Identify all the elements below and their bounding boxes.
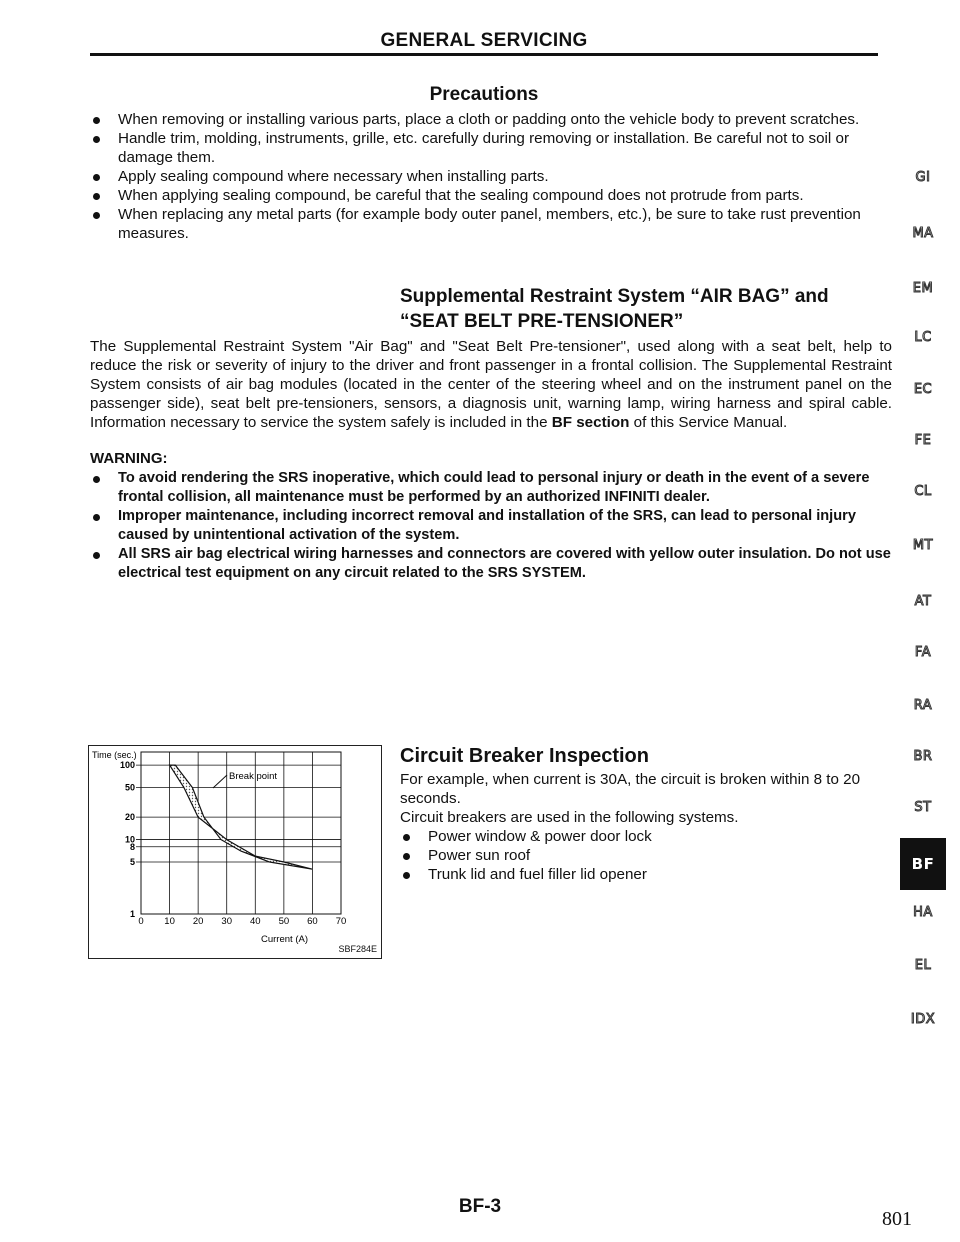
y-tick-label: 100 <box>119 760 135 771</box>
list-item: Power window & power door lock <box>400 827 892 846</box>
x-tick-label: 10 <box>164 916 175 927</box>
section-header: GENERAL SERVICING <box>380 30 588 51</box>
page-number: BF-3 <box>458 1196 502 1217</box>
y-axis-label: Time (sec.) <box>92 750 137 760</box>
tab-ma[interactable]: MA <box>912 226 934 241</box>
list-item: Improper maintenance, including incorrect removal and installation of the SRS, can lead to personal injury caused by unintentional activation of the system. <box>90 507 892 545</box>
circuit-breaker-title: Circuit Breaker Inspection <box>400 745 649 767</box>
tab-idx[interactable]: IDX <box>910 1012 936 1027</box>
y-tick-label: 20 <box>124 812 135 823</box>
bullet-icon <box>93 193 100 200</box>
tab-lc[interactable]: LC <box>914 330 932 345</box>
warning-label: WARNING: <box>90 450 168 467</box>
x-tick-label: 70 <box>335 916 347 927</box>
bullet-icon <box>403 872 410 879</box>
list-item: To avoid rendering the SRS inoperative, which could lead to personal injury or death in the event of a severe frontal collision, all maintenance must be performed by an authorized INFINITI dealer. <box>90 469 892 507</box>
x-tick-label: 30 <box>221 916 233 927</box>
warning-list <box>90 469 892 583</box>
y-tick-label: 1 <box>129 909 135 919</box>
list-item: Handle trim, molding, instruments, grille, etc. carefully during removing or installation. Be careful not to soil or damage them. <box>90 129 890 167</box>
y-tick-label: 10 <box>124 834 135 845</box>
tab-em[interactable]: EM <box>912 281 934 296</box>
bullet-icon <box>93 514 100 521</box>
tab-el[interactable]: EL <box>914 958 932 973</box>
y-tick-label: 8 <box>129 841 135 852</box>
chart-svg <box>89 746 380 957</box>
tab-cl[interactable]: CL <box>914 484 932 499</box>
tab-bf-active[interactable]: BF <box>900 838 946 890</box>
bullet-icon <box>93 212 100 219</box>
srs-title: Supplemental Restraint System “AIR BAG” and “SEAT BELT PRE-TENSIONER” <box>400 286 829 332</box>
list-item: When applying sealing compound, be careful that the sealing compound does not protrude from parts. <box>90 186 890 205</box>
bullet-icon <box>93 174 100 181</box>
x-tick-label: 50 <box>278 916 290 927</box>
tab-mt[interactable]: MT <box>912 538 934 553</box>
tab-fe[interactable]: FE <box>914 433 932 448</box>
list-item: When replacing any metal parts (for example body outer panel, members, etc.), be sure to take rust prevention measures. <box>90 205 890 243</box>
tab-ha[interactable]: HA <box>913 905 933 920</box>
header-rule <box>90 53 878 56</box>
figure-code: SBF284E <box>338 944 377 954</box>
annotation-leader <box>213 775 227 788</box>
x-tick-label: 60 <box>307 916 318 927</box>
precautions-title: Precautions <box>429 84 539 105</box>
list-item: When removing or installing various parts, place a cloth or padding onto the vehicle body to prevent scratches. <box>90 110 890 129</box>
folio-number: 801 <box>882 1208 912 1230</box>
list-item: Trunk lid and fuel filler lid opener <box>400 865 892 884</box>
circuit-breaker-chart <box>88 745 382 959</box>
bullet-icon <box>403 834 410 841</box>
x-tick-label: 0 <box>138 916 144 927</box>
y-tick-label: 50 <box>124 782 135 793</box>
tab-st[interactable]: ST <box>914 800 932 815</box>
precautions-section <box>90 110 890 243</box>
list-item: All SRS air bag electrical wiring harnesses and connectors are covered with yellow outer insulation. Do not use electrical test equipment on any circuit related to the SRS SYSTEM. <box>90 545 892 583</box>
bullet-icon <box>93 136 100 143</box>
srs-paragraph: The Supplemental Restraint System "Air Bag" and "Seat Belt Pre-tensioner", used along with a seat belt, help to reduce the risk or severity of injury to the driver and front passenger in a frontal collision. The Supplemental Restraint System consists of air bag modules (located in the center of the steering wheel and on the instrument panel on the passenger side), seat belt pre-tensioners, sensors, a diagnosis unit, warning lamp, wiring harness and spiral cable. Information necessary to service the system safely is included in the BF section of this Service Manual. <box>90 338 892 431</box>
tab-at[interactable]: AT <box>914 594 932 609</box>
bullet-icon <box>93 117 100 124</box>
x-tick-label: 40 <box>249 916 261 927</box>
x-axis-label: Current (A) <box>261 934 308 945</box>
list-item: Power sun roof <box>400 846 892 865</box>
tab-ra[interactable]: RA <box>913 698 933 713</box>
bullet-icon <box>93 476 100 483</box>
bullet-icon <box>403 853 410 860</box>
section-index-tabs <box>898 0 948 1242</box>
y-tick-label: 5 <box>129 856 135 867</box>
tab-ec[interactable]: EC <box>913 382 933 397</box>
break-point-annotation: Break point <box>229 771 278 782</box>
x-tick-label: 20 <box>192 916 204 927</box>
tab-br[interactable]: BR <box>913 749 933 764</box>
tab-fa[interactable]: FA <box>914 645 932 660</box>
list-item: Apply sealing compound where necessary when installing parts. <box>90 167 890 186</box>
tab-gi[interactable]: GI <box>915 170 931 185</box>
bullet-icon <box>93 552 100 559</box>
circuit-breaker-body: For example, when current is 30A, the circuit is broken within 8 to 20 seconds. Circuit breakers are used in the following systems. Power window & power door lock Power sun roof Trunk lid and fuel filler lid opener <box>400 770 892 884</box>
